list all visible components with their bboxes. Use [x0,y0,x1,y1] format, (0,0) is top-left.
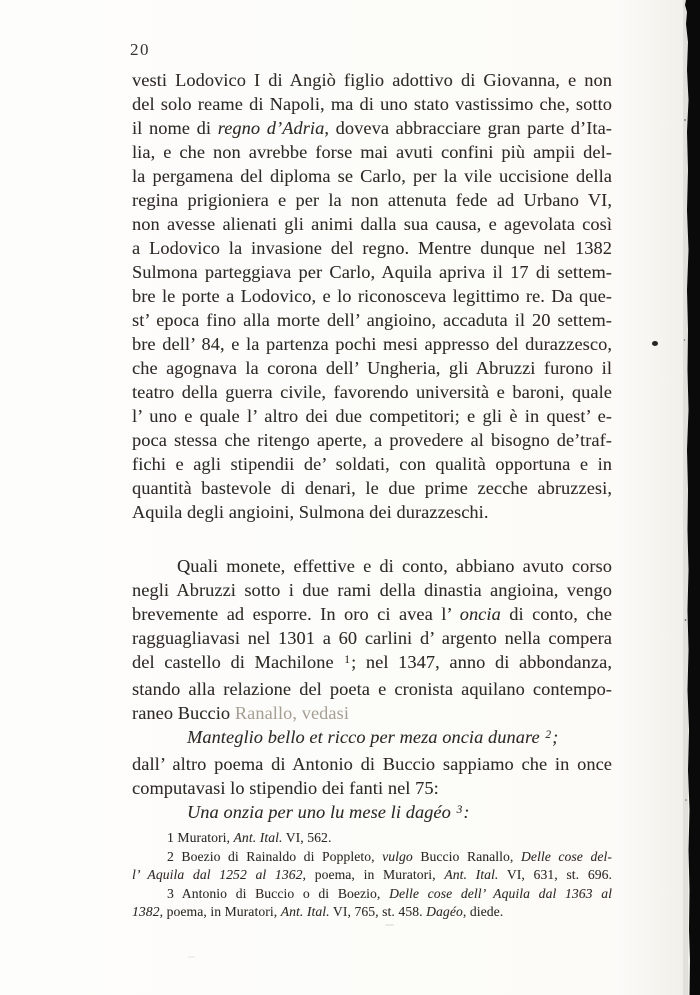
text-segment: lia, e che non avrebbe forse mai avuti confini più ampii del- [132,142,612,162]
text-segment: Quali monete, effettive e di conto, abbiano avuto corso [177,556,612,576]
ink-spot-artifact [652,341,658,346]
text-segment: VI, 562. [282,830,332,845]
paper-speck-artifact [188,956,195,958]
text-line [132,650,612,677]
text-line [132,404,612,428]
text-line [132,776,612,800]
text-segment: regina prigioniera e per la non attenuta fede ad Urbano VI, [132,190,612,210]
text-segment: Ant. Ital. [444,867,499,883]
text-line [132,500,612,524]
paragraph-1 [132,68,612,524]
text-line [132,701,612,725]
text-line [132,752,612,776]
text-line [132,829,612,848]
text-block [132,68,612,922]
text-segment: Delle cose del- [520,848,612,864]
text-segment: che agognava la corona dell’ Ungheria, gli Abruzzi furono il [132,358,612,378]
text-segment: l’ Aquila dal 1252 al 1362 [132,867,303,883]
text-segment: Ant. Ital. [280,904,330,920]
text-line [132,260,612,284]
text-line [132,68,612,92]
text-segment: teatro della guerra civile, favorendo università e baroni, quale [132,382,612,402]
text-segment: vulgo [382,848,413,864]
text-line [132,626,612,650]
text-line [132,308,612,332]
text-segment: non avesse alienati gli animi dalla sua causa, e agevolata così [132,214,612,234]
footnote-ref: 3 [456,803,463,816]
footnote-ref: 2 [545,728,552,741]
text-segment: del castello di Machilone [132,652,344,672]
scan-edge-artifact [678,0,700,995]
text-line [132,677,612,701]
text-segment: ; nel 1347, anno di abbondanza, [351,652,612,672]
text-segment: di conto, che [500,604,612,624]
text-segment: VI, 765, st. 458. [329,904,427,920]
text-segment: l’ uno e quale l’ altro dei due competitori; e gli è in quest’ e- [132,406,612,426]
text-line [132,116,612,140]
text-line [132,848,612,867]
text-segment: 1 Muratori, [167,830,234,845]
text-segment: a Lodovico la invasione del regno. Mentre dunque nel 1382 [132,238,612,258]
text-segment: Manteglio bello et ricco per meza oncia dunare [187,727,545,747]
text-segment: negli Abruzzi sotto i due rami della dinastia angioina, vengo [132,580,612,600]
text-segment: , poema, in Muratori, [159,904,281,920]
text-line [132,903,612,922]
text-line [132,92,612,116]
footnote-ref: 1 [344,653,351,666]
text-segment: VI, 631, st. 696. [498,867,613,883]
text-line [132,578,612,602]
text-segment: stando alla relazione del poeta e cronista aquilano contempo- [132,679,612,699]
text-line [132,188,612,212]
text-segment: del solo reame di Napoli, ma di uno stato vastissimo che, sotto [132,94,612,114]
text-line [132,164,612,188]
text-segment: il nome di [132,118,218,138]
page-number: 20 [130,40,150,59]
text-line [132,554,612,578]
text-segment: : [463,802,470,822]
text-segment: 3 Antonio di Buccio o di Boezio, [167,885,390,901]
text-line [132,452,612,476]
text-line [132,725,612,752]
text-segment: regno d’Adria [217,118,325,138]
text-line [132,428,612,452]
text-segment: , diede. [462,904,504,920]
text-line [132,332,612,356]
text-segment: Sulmona parteggiava per Carlo, Aquila apriva il 17 di settem- [132,262,612,282]
text-line [132,476,612,500]
text-segment: , doveva abbracciare gran parte d’Ita- [324,118,612,138]
paper-speck-artifact [385,924,394,926]
text-segment: raneo Buccio [132,703,235,723]
text-segment: bre dell’ 84, e la partenza pochi mesi appresso del durazzesco, [132,334,612,354]
text-line [132,236,612,260]
text-segment: 1382 [132,904,160,920]
text-line [132,356,612,380]
text-segment: computavasi lo stipendio dei fanti nel 75: [132,778,439,798]
text-line [132,380,612,404]
text-segment: vesti Lodovico I di Angiò figlio adottivo di Giovanna, e non [132,70,612,90]
text-line [132,212,612,236]
text-segment: 2 Boezio di Rainaldo di Poppleto, [167,848,383,864]
text-segment: Buccio Ranallo, [412,848,521,864]
text-segment: quantità bastevole di denari, le due prime zecche abruzzesi, [132,478,612,498]
text-segment: brevemente ad esporre. In oro ci avea l’ [132,604,460,624]
text-segment: Ant. Ital. [233,830,283,845]
text-line [132,284,612,308]
text-segment: Delle cose dell’ Aquila dal 1363 al [389,885,613,901]
text-segment: Ranallo, vedasi [234,703,350,723]
text-segment: ragguagliavasi nel 1301 a 60 carlini d’ argento nella compera [132,628,612,648]
text-segment: , poema, in Muratori, [302,867,445,883]
text-segment: Aquila degli angioini, Sulmona dei durazzeschi. [132,502,489,522]
text-line [132,602,612,626]
text-line [132,866,612,885]
text-line [132,800,612,827]
text-segment: ; [552,727,559,747]
text-segment: poca stessa che ritengo aperte, a provedere al bisogno de’traf- [132,430,612,450]
text-line [132,885,612,904]
text-segment: Dagéo [426,904,463,920]
footnotes-block [132,829,612,922]
paragraph-2 [132,554,612,827]
text-segment: bre le porte a Lodovico, e lo riconosceva legittimo re. Da que- [132,286,612,306]
text-segment: la pergamena del diploma se Carlo, per la vile uccisione della [132,166,612,186]
text-segment: fichi e agli stipendii de’ soldati, con qualità opportuna e in [132,454,612,474]
text-segment: st’ epoca fino alla morte dell’ angioino, accaduta il 20 settem- [132,310,612,330]
text-line [132,140,612,164]
text-segment: oncia [459,604,501,624]
text-segment: dall’ altro poema di Antonio di Buccio sappiamo che in once [132,754,612,774]
text-segment: Una onzia per uno lu mese li dagéo [187,802,456,822]
